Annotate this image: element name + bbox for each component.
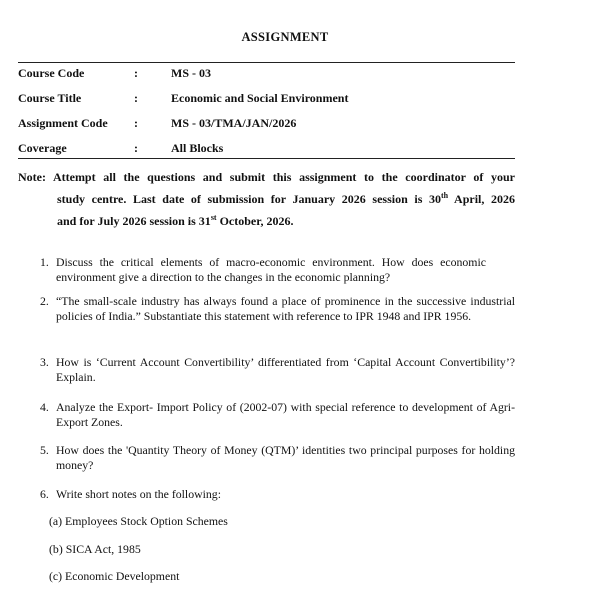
question-text: How does the 'Quantity Theory of Money (QTM)’ identities two principal purposes for holding money? [56,443,515,472]
meta-value: Economic and Social Environment [171,91,349,105]
question-text: How is ‘Current Account Convertibility’ differentiated from ‘Capital Account Convertibility’? Explain. [56,355,515,384]
meta-label: Coverage [18,141,67,155]
question-item [40,443,515,475]
meta-colon: : [134,116,138,130]
note-text: April, 2026 [448,192,516,206]
bottom-divider [18,158,515,159]
question-text: Write short notes on the following: [56,487,221,501]
sub-item: (b) SICA Act, 1985 [49,542,141,556]
meta-label: Assignment Code [18,116,108,130]
question-number: 1. [40,255,49,269]
note-superscript: th [440,191,449,200]
meta-colon: : [134,141,138,155]
course-code-row [18,66,515,82]
note-superscript: st [210,213,217,222]
question-number: 4. [40,400,49,414]
meta-value: MS - 03/TMA/JAN/2026 [171,116,297,130]
coverage-row [18,141,515,157]
meta-value: MS - 03 [171,66,211,80]
note-text: and for July 2026 session is 31 [57,214,211,228]
sub-item: (a) Employees Stock Option Schemes [49,514,228,528]
assignment-code-row [18,116,515,132]
meta-colon: : [134,66,138,80]
question-number: 2. [40,294,49,308]
top-divider [18,62,515,63]
meta-colon: : [134,91,138,105]
page-title: ASSIGNMENT [241,30,329,44]
question-text: “The small-scale industry has always found a place of prominence in the successive industrial policies of India.” Substantiate this statement with reference to IPR 1948 and IPR 1956. [56,294,515,323]
question-item [40,294,515,342]
question-number: 6. [40,487,49,501]
note-text: October, 2026. [216,214,294,228]
question-number: 5. [40,443,49,457]
question-text: Discuss the critical elements of macro-economic environment. How does economic environment give a direction to the changes in the economic planning? [56,255,486,284]
sub-item: (c) Economic Development [49,569,180,583]
note-line [57,210,293,232]
course-title-row [18,91,515,107]
question-item [40,487,515,503]
question-number: 3. [40,355,49,369]
note-line [57,188,515,210]
note-text: study centre. Last date of submission for January 2026 session is 30 [57,192,441,206]
meta-label: Course Code [18,66,85,80]
question-item [40,355,515,387]
question-text: Analyze the Export- Import Policy of (2002-07) with special reference to development of Agri- Export Zones. [56,400,515,429]
note-line: Note: Attempt all the questions and submit this assignment to the coordinator of your [18,170,515,184]
question-item [40,255,515,287]
meta-label: Course Title [18,91,82,105]
meta-value: All Blocks [171,141,224,155]
question-item [40,400,515,432]
